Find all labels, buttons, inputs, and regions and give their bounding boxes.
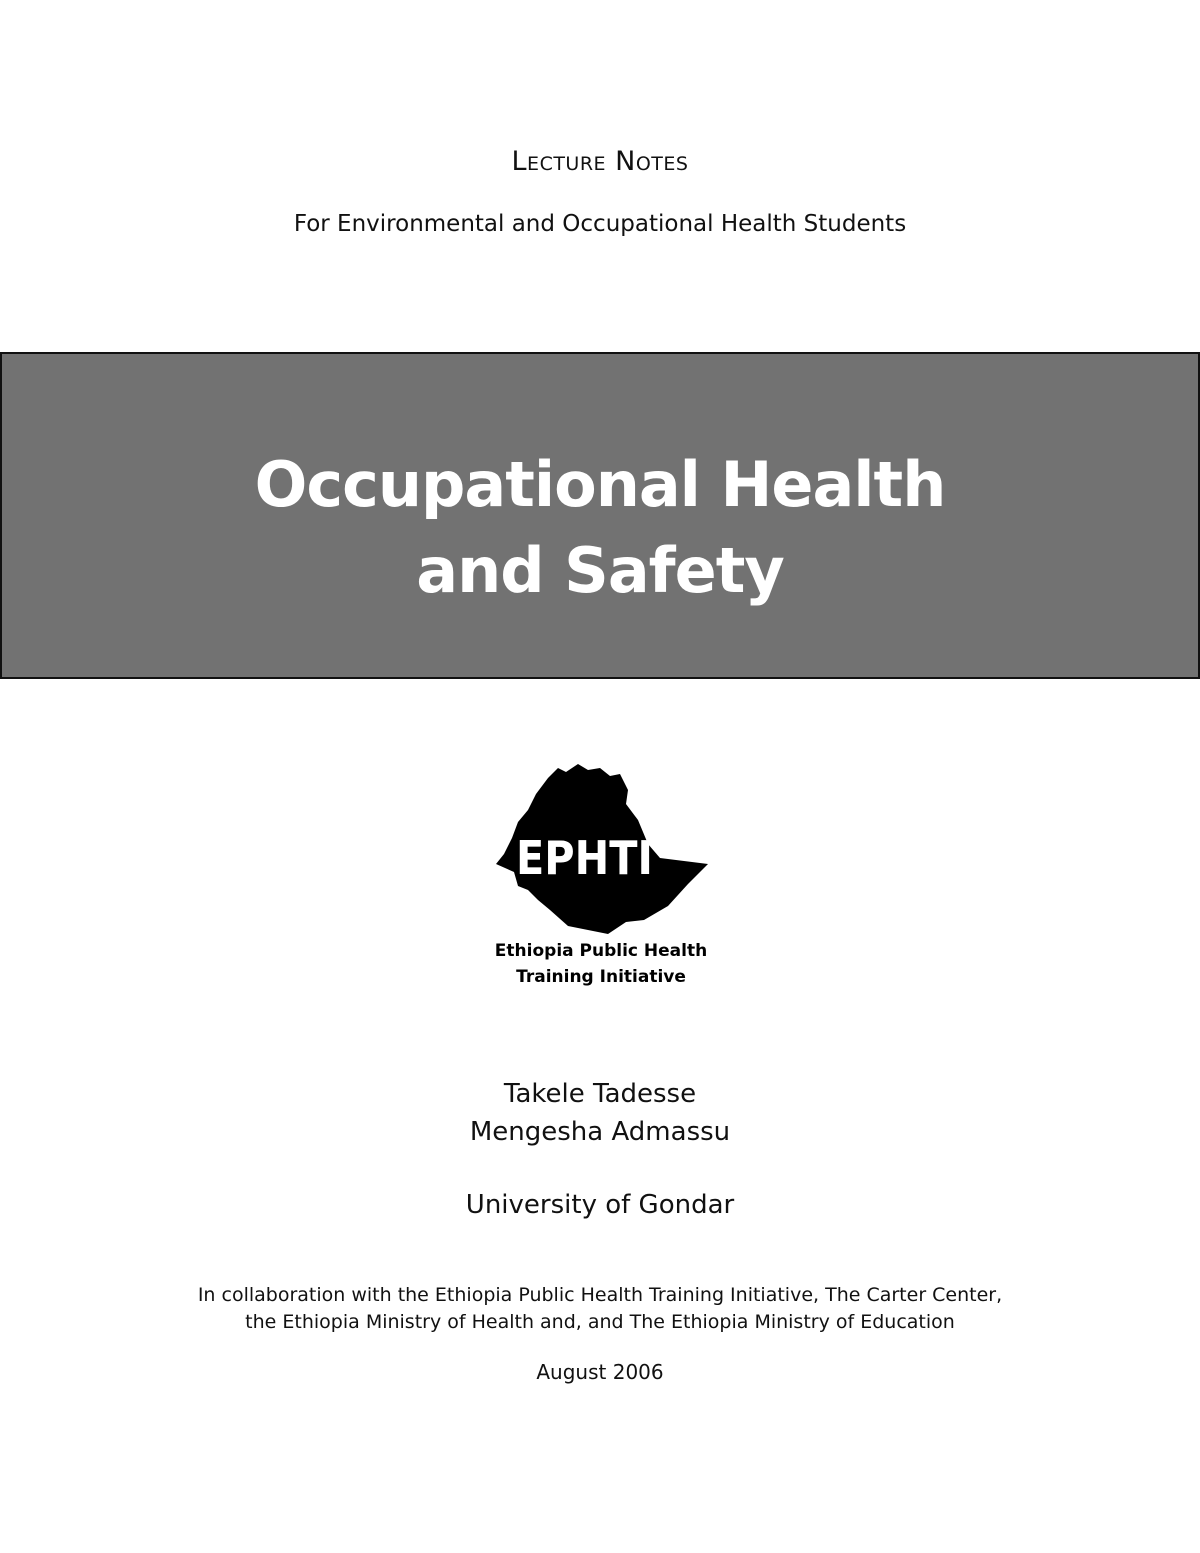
title-banner [0, 352, 1200, 679]
ethiopia-map-icon [488, 760, 714, 990]
authors [0, 1075, 1200, 1151]
document-title [2, 442, 1198, 614]
title-line-2: and Safety [416, 534, 784, 607]
author-2: Mengesha Admassu [469, 1117, 731, 1147]
logo-acronym: EPHTI [516, 831, 653, 885]
collaboration-note [0, 1282, 1200, 1336]
ephti-logo [488, 760, 714, 990]
series-label: Lecture Notes [511, 146, 689, 177]
logo-name-line-1: Ethiopia Public Health [494, 941, 708, 961]
collaboration-line-1: In collaboration with the Ethiopia Public Health Training Initiative, The Carter Center, [197, 1284, 1003, 1306]
collaboration-line-2: the Ethiopia Ministry of Health and, and The Ethiopia Ministry of Education [245, 1311, 955, 1333]
publication-date: August 2006 [536, 1360, 664, 1384]
author-1: Takele Tadesse [503, 1079, 697, 1109]
audience-subtitle: For Environmental and Occupational Health Students [293, 211, 907, 237]
institution: University of Gondar [465, 1190, 735, 1220]
logo-name-line-2: Training Initiative [516, 967, 686, 987]
title-line-1: Occupational Health [254, 448, 946, 521]
